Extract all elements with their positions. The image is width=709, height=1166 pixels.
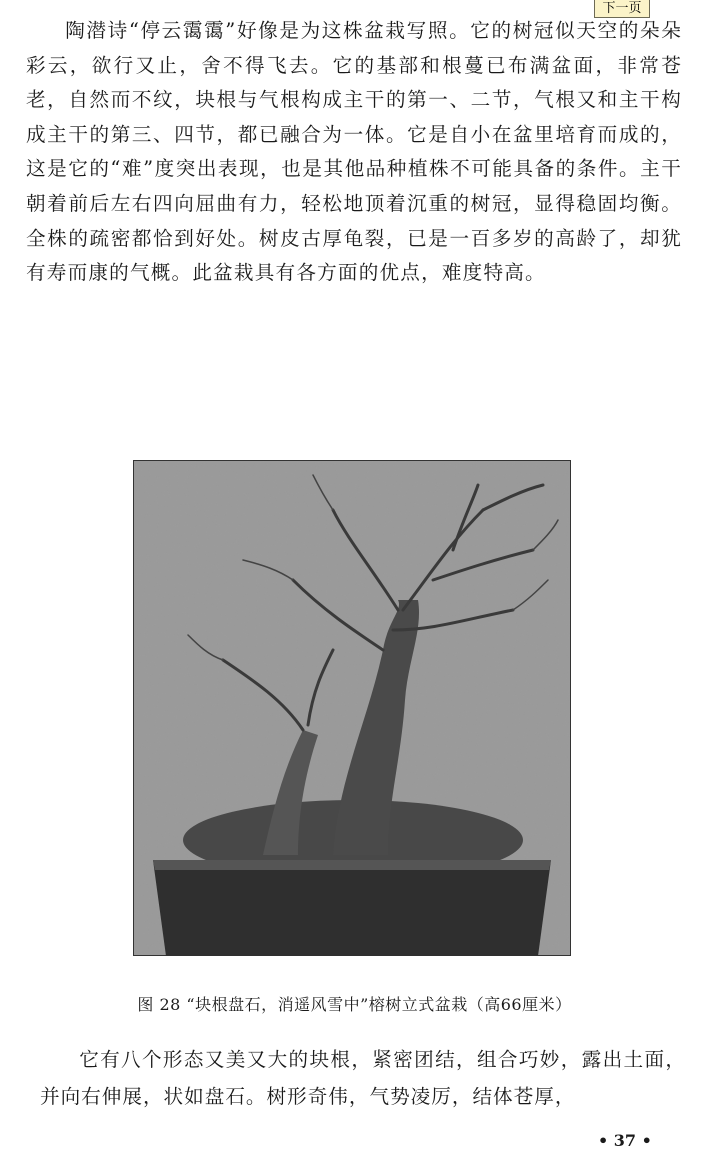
page-number: • 37 • [598, 1131, 652, 1150]
next-page-button[interactable]: 下一页 [594, 0, 650, 18]
body-paragraph-2: 它有八个形态又美又大的块根，紧密团结，组合巧妙，露出土面，并向右伸展，状如盘石。树形奇伟，气势凌厉，结体苍厚， [40, 1048, 686, 1108]
body-paragraph-1: 陶潜诗“停云霭霭”好像是为这株盆栽写照。它的树冠似天空的朵朵彩云，欲行又止，舍不得飞去。它的基部和根蔓已布满盆面，非常苍老，自然而不纹，块根与气根构成主干的第一、二节，气根又和主干构成主干的第三、四节，都已融合为一体。它是自小在盆里培育而成的，这是它的“难”度突出表现，也是其他品种植株不可能具备的条件。主干朝着前后左右四向屈曲有力，轻松地顶着沉重的树冠，显得稳固均衡。全株的疏密都恰到好处。树皮古厚龟裂，已是一百多岁的高龄了，却犹有寿而康的气概。此盆栽具有各方面的优点，难度特高。 [26, 19, 682, 285]
bonsai-photo [133, 460, 571, 956]
figure-caption: 图 28 “块根盘石，消遥风雪中”榕树立式盆栽（高66厘米） [137, 995, 572, 1014]
